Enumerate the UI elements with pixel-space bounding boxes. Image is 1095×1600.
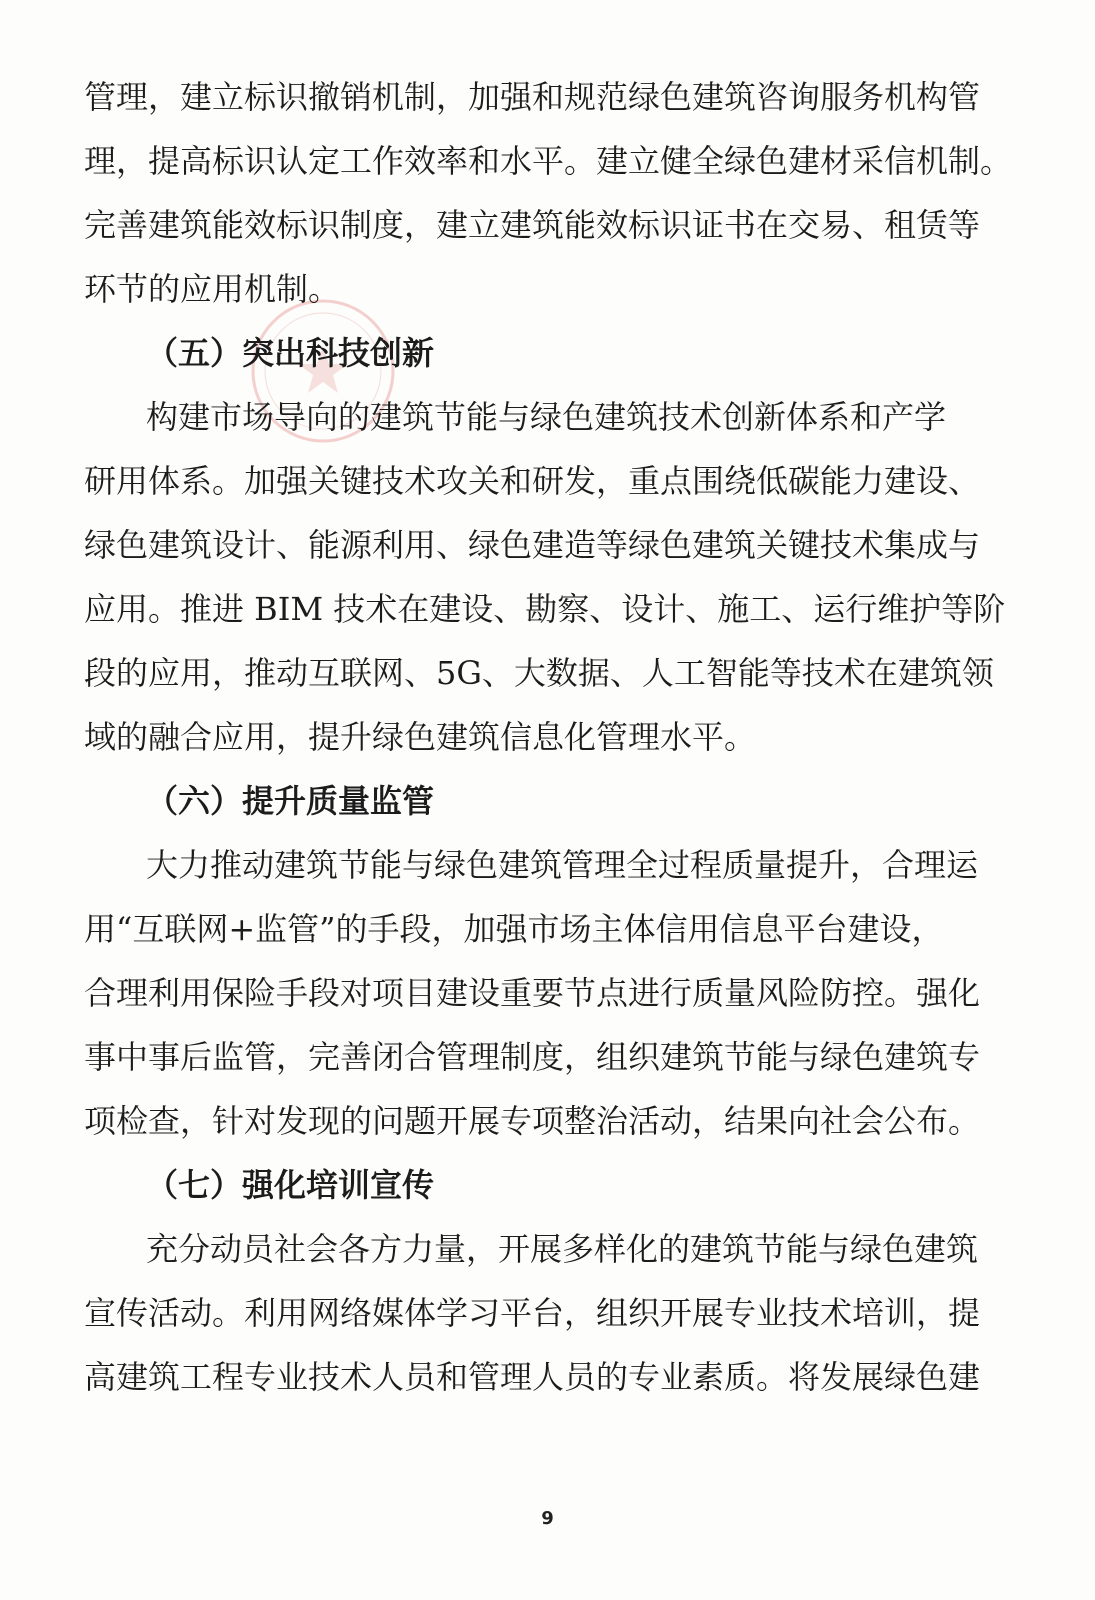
- body-line: 绿色建筑设计、能源利用、绿色建造等绿色建筑关键技术集成与: [84, 526, 981, 564]
- body-line: 管理，建立标识撤销机制，加强和规范绿色建筑咨询服务机构管: [84, 78, 981, 116]
- body-line: 用“互联网+监管”的手段，加强市场主体信用信息平台建设，: [84, 910, 944, 948]
- body-line: 充分动员社会各方力量，开展多样化的建筑节能与绿色建筑: [146, 1230, 979, 1268]
- body-line: 段的应用，推动互联网、5G、大数据、人工智能等技术在建筑领: [84, 654, 994, 692]
- body-line: 宣传活动。利用网络媒体学习平台，组织开展专业技术培训，提: [84, 1294, 981, 1332]
- body-line: 大力推动建筑节能与绿色建筑管理全过程质量提升，合理运: [146, 846, 979, 884]
- body-line: 应用。推进 BIM 技术在建设、勘察、设计、施工、运行维护等阶: [84, 590, 1006, 628]
- body-line: 域的融合应用，提升绿色建筑信息化管理水平。: [84, 718, 757, 756]
- section-heading: （五）突出科技创新: [146, 334, 435, 372]
- body-line: 完善建筑能效标识制度，建立建筑能效标识证书在交易、租赁等: [84, 206, 981, 244]
- body-line: 研用体系。加强关键技术攻关和研发，重点围绕低碳能力建设、: [84, 462, 981, 500]
- body-line: 理，提高标识认定工作效率和水平。建立健全绿色建材采信机制。: [84, 142, 1013, 180]
- page-number: 9: [541, 1508, 554, 1529]
- section-heading: （七）强化培训宣传: [146, 1166, 435, 1204]
- body-line: 项检查，针对发现的问题开展专项整治活动，结果向社会公布。: [84, 1102, 981, 1140]
- body-line: 高建筑工程专业技术人员和管理人员的专业素质。将发展绿色建: [84, 1358, 981, 1396]
- body-line: 合理利用保险手段对项目建设重要节点进行质量风险防控。强化: [84, 974, 981, 1012]
- body-line: 构建市场导向的建筑节能与绿色建筑技术创新体系和产学: [146, 398, 947, 436]
- body-line: 环节的应用机制。: [84, 270, 341, 308]
- body-line: 事中事后监管，完善闭合管理制度，组织建筑节能与绿色建筑专: [84, 1038, 981, 1076]
- section-heading: （六）提升质量监管: [146, 782, 435, 820]
